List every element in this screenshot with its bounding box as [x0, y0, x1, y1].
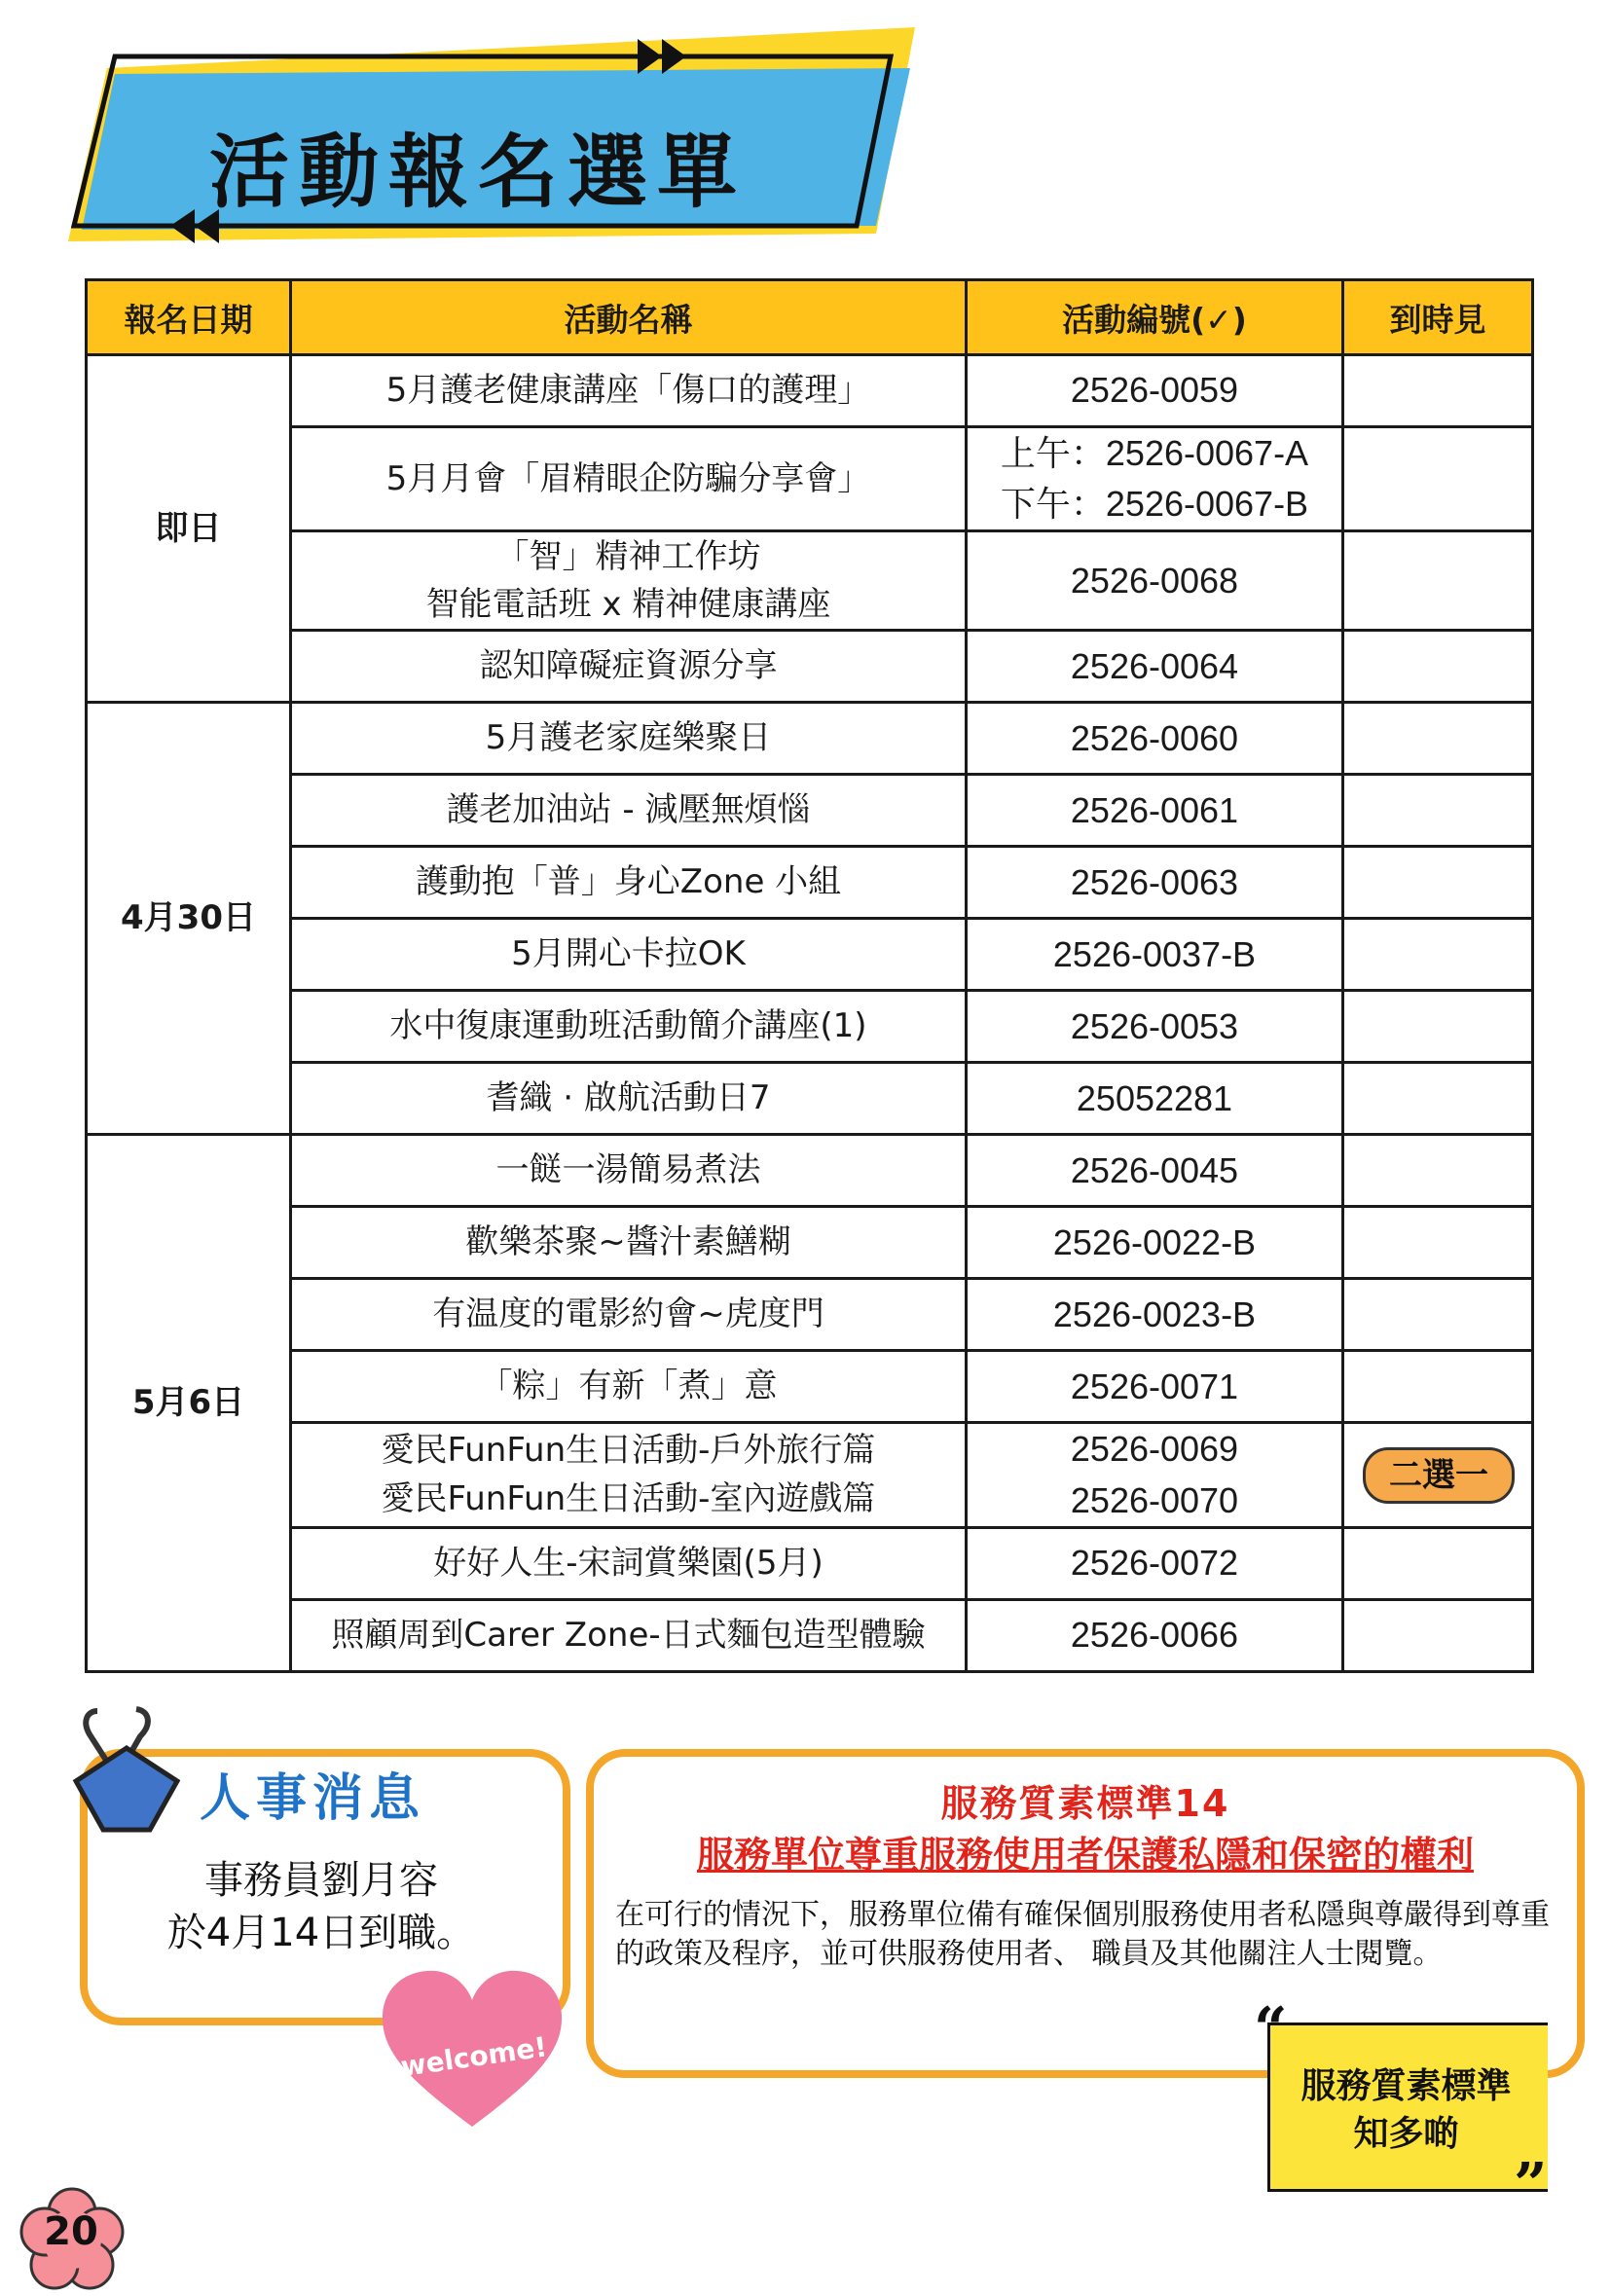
date-cell: 即日: [87, 355, 291, 703]
open-quote-icon: “: [1254, 1995, 1288, 2063]
activity-code-line: 25052281: [1076, 1077, 1233, 1118]
activity-code-line: 2526-0066: [1070, 1615, 1239, 1656]
standard-body: 在可行的情況下，服務單位備有確保個別服務使用者私隱與尊嚴得到尊重的政策及程序，並可供服務使用者、 職員及其他關注人士閱覽。: [615, 1898, 1550, 1971]
sticky-note-text: [1267, 2063, 1545, 2158]
table-row: [87, 1207, 1533, 1279]
table-row: [87, 703, 1533, 775]
activity-code-line: 2526-0064: [1070, 645, 1239, 686]
activity-code-line: 2526-0068: [1070, 560, 1239, 601]
attend-checkbox-cell[interactable]: [1343, 919, 1533, 991]
activity-name-line: 水中復康運動班活動簡介講座(1): [389, 1006, 867, 1046]
binder-clip-icon: [68, 1701, 185, 1841]
activity-code-cell: [967, 1207, 1343, 1279]
attend-checkbox-cell[interactable]: [1343, 1135, 1533, 1207]
page-title: 活動報名選單: [209, 127, 748, 219]
attend-checkbox-cell[interactable]: [1343, 775, 1533, 847]
table-row: [87, 919, 1533, 991]
welcome-heart-icon: [375, 1961, 569, 2140]
date-cell: 5月6日: [87, 1135, 291, 1671]
activity-code-line: 2526-0071: [1070, 1366, 1239, 1406]
activity-name-line: 好好人生-宋詞賞樂園(5月): [433, 1543, 824, 1583]
activity-code-cell: [967, 991, 1343, 1063]
attend-checkbox-cell[interactable]: [1343, 1207, 1533, 1279]
table-row: [87, 775, 1533, 847]
attend-checkbox-cell[interactable]: [1343, 1527, 1533, 1599]
attend-checkbox-cell[interactable]: [1343, 427, 1533, 531]
activity-name-cell: [291, 775, 967, 847]
activity-name-line: 照顧周到Carer Zone-日式麵包造型體驗: [331, 1615, 926, 1655]
table-row: [87, 847, 1533, 919]
standard-subtitle: 服務單位尊重服務使用者保護私隱和保密的權利: [696, 1834, 1474, 1877]
activity-code-cell: [967, 1423, 1488, 1527]
activity-name-cell: [291, 1351, 967, 1423]
table-row: [87, 631, 1533, 703]
activity-name-cell: [291, 355, 967, 427]
activity-name-line: 5月開心卡拉OK: [511, 934, 746, 974]
activity-name-line: 5月護老家庭樂聚日: [485, 718, 772, 758]
activity-name-line: 「粽」有新「煮」意: [479, 1367, 778, 1406]
activity-code-line: 2526-0045: [1070, 1149, 1239, 1190]
close-quote-icon: ”: [1514, 2151, 1548, 2219]
personnel-body: [127, 1854, 516, 1959]
activity-name-cell: [291, 1063, 967, 1135]
table-row: [87, 1279, 1533, 1351]
page-number: 20: [44, 2209, 98, 2254]
attend-checkbox-cell[interactable]: [1343, 531, 1533, 631]
activity-name-cell: [291, 1599, 967, 1671]
attend-checkbox-cell[interactable]: [1343, 1351, 1533, 1423]
table-row: [87, 1063, 1533, 1135]
attend-checkbox-cell[interactable]: [1343, 1599, 1533, 1671]
personnel-title: 人事消息: [200, 1768, 426, 1828]
activity-name-cell: [291, 1527, 967, 1599]
activity-code-cell: [967, 775, 1343, 847]
activity-name-cell: [291, 1207, 967, 1279]
activity-name-line: 耆織 · 啟航活動日7: [486, 1078, 771, 1118]
activity-code-line: 2526-0063: [1070, 861, 1239, 902]
activity-code-cell: [967, 355, 1343, 427]
personnel-line-1: 事務員劉月容: [204, 1858, 438, 1903]
attend-checkbox-cell[interactable]: [1343, 631, 1533, 703]
activity-table: [85, 278, 1534, 1673]
attend-checkbox-cell[interactable]: [1343, 703, 1533, 775]
activity-name-cell: [291, 1279, 967, 1351]
activity-code-line: 2526-0069: [1070, 1429, 1239, 1470]
date-cell: 4月30日: [87, 703, 291, 1135]
activity-code-line: 2526-0060: [1070, 717, 1239, 758]
activity-code-cell: [967, 703, 1343, 775]
table-row: [87, 1527, 1533, 1599]
activity-name-line: 5月護老健康講座「傷口的護理」: [385, 370, 871, 410]
header-activity-name: 活動名稱: [291, 280, 967, 355]
activity-name-line: 5月月會「眉精眼企防騙分享會」: [385, 458, 871, 498]
heart-label: welcome!: [398, 2030, 549, 2084]
activity-code-line: 2526-0023-B: [1052, 1294, 1257, 1334]
activity-code-cell: [967, 847, 1343, 919]
activity-code-cell: [967, 1063, 1343, 1135]
sticky-line-1: 服務質素標準: [1300, 2066, 1512, 2106]
activity-name-cell: [291, 703, 967, 775]
activity-name-line: 愛民FunFun生日活動-室內遊戲篇: [381, 1478, 876, 1518]
activity-code-cell: [967, 531, 1343, 631]
activity-code-line: 下午：2526-0067-B: [1000, 484, 1309, 525]
activity-name-line: 歡樂茶聚~醬汁素鱔糊: [465, 1222, 791, 1262]
attend-checkbox-cell[interactable]: [1343, 355, 1533, 427]
activity-code-line: 2526-0061: [1070, 789, 1239, 830]
activity-name-cell: [291, 847, 967, 919]
activity-code-cell: [967, 427, 1343, 531]
header-activity-code: 活動編號(✓): [967, 280, 1343, 355]
table-row: [87, 1423, 1533, 1527]
activity-name-cell: [291, 631, 967, 703]
activity-name-cell: [291, 427, 967, 531]
attend-checkbox-cell[interactable]: [1343, 991, 1533, 1063]
activity-name-line: 智能電話班 x 精神健康講座: [425, 584, 831, 624]
activity-name-cell: [291, 1135, 967, 1207]
table-row: [87, 1599, 1533, 1671]
activity-code-line: 2526-0070: [1070, 1479, 1239, 1520]
personnel-line-2: 於4月14日到職。: [166, 1911, 476, 1955]
activity-name-line: 護老加油站 - 減壓無煩惱: [446, 790, 811, 830]
activity-name-line: 有温度的電影約會~虎度門: [432, 1294, 824, 1334]
activity-name-line: 「智」精神工作坊: [495, 536, 761, 576]
activity-name-line: 認知障礙症資源分享: [479, 646, 778, 686]
activity-code-cell: [967, 1279, 1343, 1351]
table-row: [87, 531, 1533, 631]
activity-code-cell: [967, 1527, 1343, 1599]
activity-code-cell: [967, 631, 1343, 703]
table-row: [87, 355, 1533, 427]
activity-code-cell: [967, 1351, 1343, 1423]
activity-name-cell: [291, 919, 967, 991]
attend-checkbox-cell[interactable]: [1343, 847, 1533, 919]
activity-name-line: 護動抱「普」身心Zone 小組: [415, 862, 842, 902]
choose-one-badge: 二選一: [1363, 1447, 1515, 1504]
table-header-row: [87, 280, 1533, 355]
activity-name-cell: [291, 991, 967, 1063]
attend-checkbox-cell[interactable]: [1343, 1063, 1533, 1135]
activity-name-line: 愛民FunFun生日活動-戶外旅行篇: [381, 1431, 876, 1471]
activity-code-line: 2526-0037-B: [1052, 933, 1257, 974]
activity-code-line: 2526-0022-B: [1052, 1221, 1257, 1262]
activity-name-line: 一餸一湯簡易煮法: [495, 1150, 761, 1190]
activity-name-cell: [291, 1423, 967, 1527]
activity-name-cell: [291, 531, 967, 631]
activity-code-line: 2526-0053: [1070, 1005, 1239, 1046]
activity-code-cell: [967, 1599, 1343, 1671]
header-date: 報名日期: [87, 280, 291, 355]
activity-code-line: 2526-0059: [1070, 370, 1239, 411]
activity-code-cell: [967, 1135, 1343, 1207]
table-row: [87, 1135, 1533, 1207]
activity-code-line: 2526-0072: [1070, 1543, 1239, 1584]
table-row: [87, 991, 1533, 1063]
sticky-line-2: 知多啲: [1353, 2113, 1459, 2154]
header-attend: 到時見: [1343, 280, 1533, 355]
standard-title: 服務質素標準14: [940, 1782, 1230, 1825]
table-row: [87, 427, 1533, 531]
table-row: [87, 1351, 1533, 1423]
activity-code-line: 上午：2526-0067-A: [1000, 433, 1309, 473]
activity-code-cell: [967, 919, 1343, 991]
attend-checkbox-cell[interactable]: [1343, 1279, 1533, 1351]
